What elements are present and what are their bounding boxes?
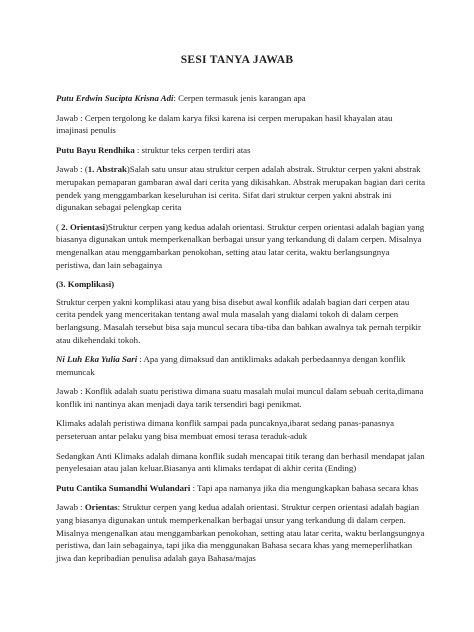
section-label-abstrak: 1. Abstrak [87, 164, 127, 175]
section-label-komplikasi [56, 278, 426, 291]
question-1 [56, 92, 426, 105]
answer-2-komplikasi: Struktur cerpen yakni komplikasi atau yang bisa disebut awal konflik adalah bagian dari cerpen atau cerita pendek yang menceritakan tentang awal mula masalah yang dialami tokoh di dalam cerpen berlangsung. Masalah tersebut bisa saja muncul secara tiba-tiba dan bahkan awalnya tak pernah terpikir atau dikehendaki tokoh. [56, 296, 421, 345]
question-4 [56, 482, 426, 495]
question-2 [56, 144, 426, 157]
speaker-name: Putu Bayu Rendhika [56, 144, 135, 155]
answer-2-abstrak [56, 163, 426, 213]
answer-text: : Struktur cerpen yang kedua adalah orientasi. Struktur cerpen orientasi adalah bagian yang biasanya digunakan untuk memperkenalkan berbagai unsur yang terkandung di dalam cerpen. Misalnya mengenalkan atau menggambarkan penokohan, setting atau latar cerita, waktu berlangsungnya peristiwa, dan lain sebagainya, tapi jika dia menggunakan Bahasa secara khas yang memeperlihatkan jiwa dan kepribadian penulisa adalah gaya Bahasa/majas [56, 502, 425, 563]
answer-prefix: Jawab : [56, 502, 85, 513]
answer-3: Jawab : Konflik adalah suatu peristiwa dimana suatu masalah mulai muncul dalam sebuah cerita,dimana konflik ini nantinya akan menjadi daya tarik tersendiri bagi penikmat. [56, 386, 424, 409]
document-body [56, 92, 426, 571]
answer-4 [56, 501, 426, 564]
answer-text: )Struktur cerpen yang kedua adalah orientasi. Struktur cerpen orientasi adalah bagian yang biasanya digunakan untuk memperkenalkan berbagai unsur yang terkandung di dalam cerpen. Misalnya mengenalkan atau menggambarkan penokohan, setting atau latar cerita, waktu berlangsungnya peristiwa, dan lain sebagainya [56, 221, 425, 270]
answer-text: )Salah satu unsur atau struktur cerpen adalah abstrak. Struktur cerpen yakni abstrak merupakan pemaparan gambaran awal dari cerita yang dikisahkan. Abstrak merupakan bagian dari cerita pendek yang menggambarkan keseluruhan isi cerita. Sifat dari struktur cerpen yakni abstrak ini digunakan sebagai pelengkap cerita [56, 164, 426, 213]
section-label-orientasi: 2. Orientasi [61, 221, 106, 232]
answer-1: Jawab : Cerpen tergolong ke dalam karya fiksi karena isi cerpen merupakan hasil khayalan atau imajinasi penulis [56, 112, 393, 136]
answer-prefix: ( [56, 221, 62, 232]
question-text: : Apa yang dimaksud dan antiklimaks adakah perbedaannya dengan konflik memuncak [56, 354, 406, 377]
speaker-name: Ni Luh Eka Yulia Sari [56, 354, 138, 365]
answer-prefix: Jawab : ( [56, 164, 88, 175]
answer-3-klimaks: Klimaks adalah peristiwa dimana konflik sampai pada puncaknya,ibarat sedang panas-panasnya perseteruan antar pelaku yang bisa membuat emosi terasa teraduk-aduk [56, 418, 395, 442]
page-title: SESI TANYA JAWAB [180, 54, 294, 66]
answer-2-orientasi [56, 221, 426, 271]
section-label-orientas: Orientas [84, 502, 118, 513]
question-3 [56, 353, 426, 378]
speaker-name: Putu Cantika Sumandhi Wulandari [56, 482, 191, 493]
question-text: : Tapi apa namanya jika dia mengungkapkan bahasa secara khas [190, 482, 419, 493]
question-text: : Cerpen termasuk jenis karangan apa [173, 93, 306, 103]
answer-3-antiklimaks: Sedangkan Anti Klimaks adalah dimana konflik sudah mencapai titik terang dan berhasil mendapat jalan penyelesaian atau jalan keluar.Biasanya anti klimaks terdapat di akhir cerita (Ending) [56, 450, 425, 474]
speaker-name: Putu Erdwin Sucipta Krisna Adi [56, 93, 174, 103]
komplikasi-heading: (3. Komplikasi) [56, 279, 115, 290]
question-text: : struktur teks cerpen terdiri atas [134, 144, 251, 155]
